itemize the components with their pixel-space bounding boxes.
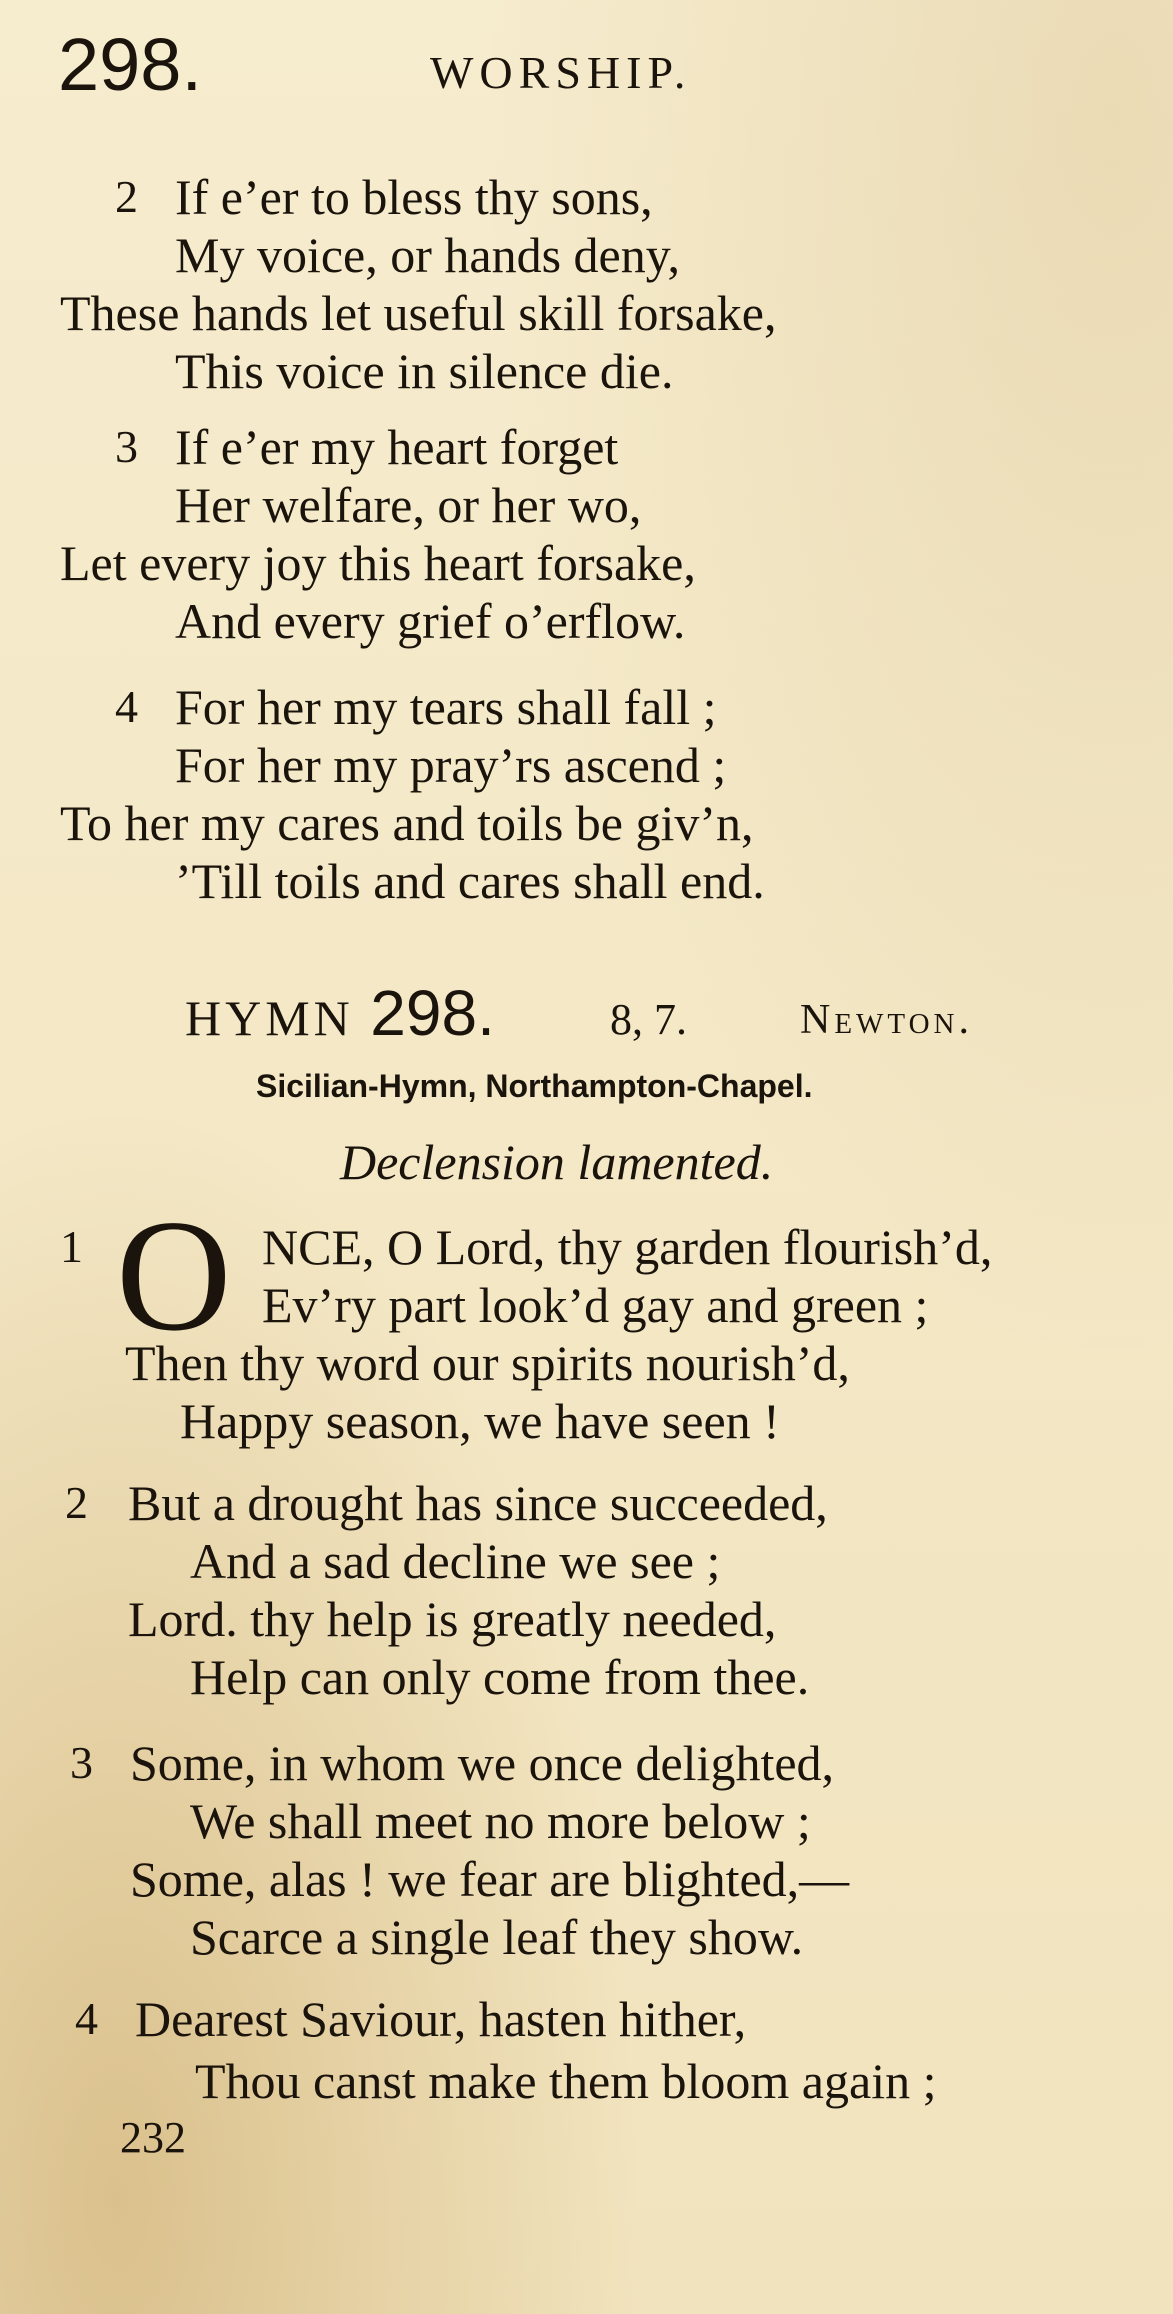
running-title: WORSHIP. (430, 47, 692, 98)
hymn-author: Newton. (800, 997, 973, 1043)
verse-line: Some, alas ! we fear are blighted,— (130, 1851, 850, 1907)
verse-line: For her my pray’rs ascend ; (175, 737, 727, 793)
verse-line: To her my cares and toils be giv’n, (60, 795, 754, 851)
verse-line: If e’er my heart forget (175, 419, 619, 475)
page-header (58, 20, 1138, 110)
verse-line: Her welfare, or her wo, (175, 477, 642, 533)
verse-line: This voice in silence die. (175, 343, 674, 399)
verse-line: Scarce a single leaf they show. (190, 1909, 804, 1965)
verse-line: Let every joy this heart forsake, (60, 535, 696, 591)
signature-mark: 232 (120, 2113, 186, 2162)
verse-line: If e’er to bless thy sons, (175, 169, 653, 225)
hymn-meter: 8, 7. (610, 995, 687, 1044)
stanza-number: 2 (115, 171, 138, 222)
verse-line: Help can only come from thee. (190, 1649, 810, 1705)
tune-names: Sicilian-Hymn, Northampton-Chapel. (256, 1068, 813, 1104)
verse-line: Thou canst make them bloom again ; (195, 2053, 937, 2109)
verse-line: Then thy word our spirits nourish’d, (125, 1335, 850, 1391)
verse-line: And a sad decline we see ; (190, 1533, 721, 1589)
verse-line: Dearest Saviour, hasten hither, (135, 1991, 747, 2047)
verse-line: ’Till toils and cares shall end. (175, 853, 765, 909)
hymn-title (185, 978, 495, 1053)
hymn-label: HYMN (185, 990, 354, 1046)
hymn-subject: Declension lamented. (340, 1134, 774, 1190)
drop-cap: O (116, 1186, 232, 1364)
verse-line: And every grief o’erflow. (175, 593, 686, 649)
verse-line: NCE, O Lord, thy garden flourish’d, (262, 1219, 993, 1275)
stanza-number: 4 (75, 1993, 98, 2044)
stanza-number: 2 (65, 1477, 88, 1528)
verse-line: We shall meet no more below ; (190, 1793, 811, 1849)
stanza-number: 3 (70, 1737, 93, 1788)
verse-line: Lord. thy help is greatly needed, (128, 1591, 777, 1647)
verse-line: These hands let useful skill forsake, (60, 285, 777, 341)
verse-line: Ev’ry part look’d gay and green ; (262, 1277, 929, 1333)
stanza-number: 3 (115, 421, 138, 472)
hymn-number: 298. (370, 977, 495, 1049)
verse-line: But a drought has since succeeded, (128, 1475, 828, 1531)
page-number: 298. (58, 23, 203, 106)
verse-line: Happy season, we have seen ! (180, 1393, 780, 1449)
verse-line: For her my tears shall fall ; (175, 679, 717, 735)
stanza-number: 1 (60, 1221, 83, 1272)
verse-line: My voice, or hands deny, (175, 227, 680, 283)
stanza-number: 4 (115, 681, 138, 732)
verse-line: Some, in whom we once delighted, (130, 1735, 835, 1791)
